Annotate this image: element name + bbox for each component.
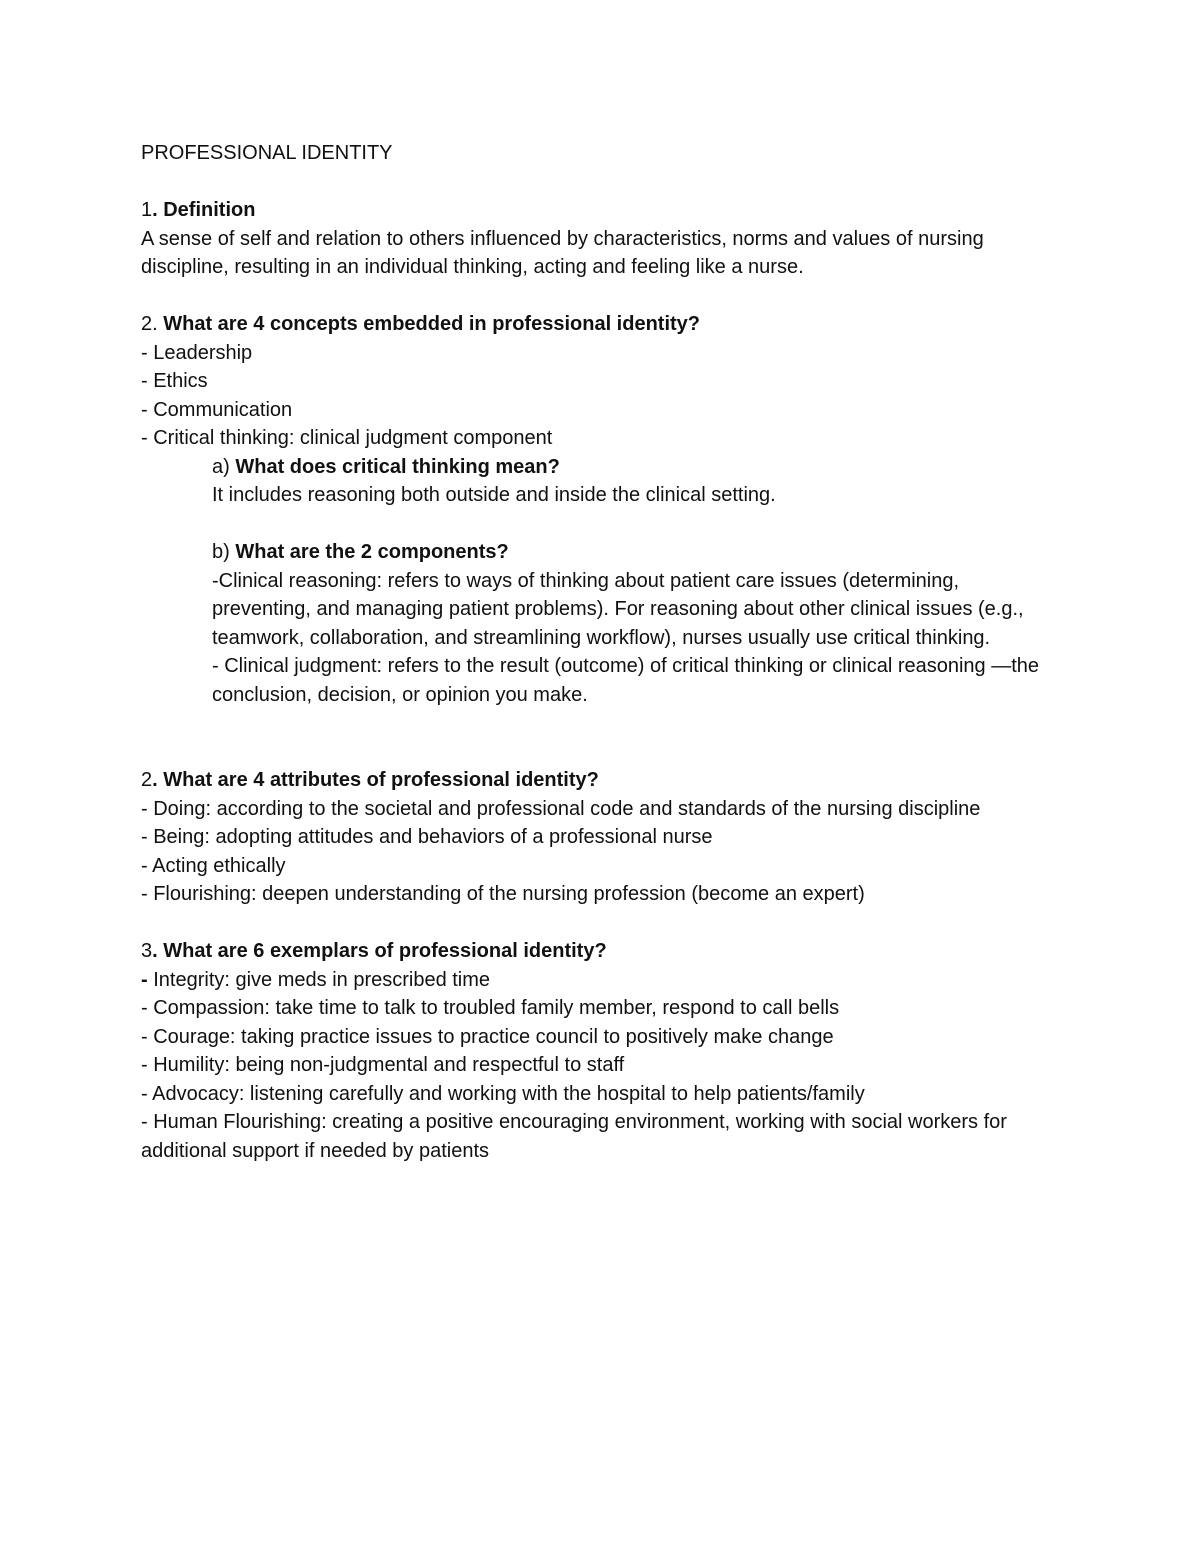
- sub-question-label: b): [212, 541, 230, 563]
- section-heading-text: What are 4 concepts embedded in professional identity?: [157, 313, 701, 335]
- sub-question-text: What are the 2 components?: [229, 541, 509, 563]
- list-item: - Advocacy: listening carefully and working with the hospital to help patients/family: [141, 1082, 865, 1105]
- section-heading-text: . What are 6 exemplars of professional identity?: [152, 940, 607, 962]
- document-body: [141, 139, 1071, 1165]
- sub-question-answer: -Clinical reasoning: refers to ways of thinking about patient care issues (determining, preventing, and managing patient problems). For reasoning about other clinical issues (e.g., teamwork, collaboration, and streamlining workflow), nurses usually use critical thinking.: [212, 569, 1024, 649]
- sub-question-text: What does critical thinking mean?: [229, 455, 560, 478]
- sub-question-heading: [212, 453, 1071, 482]
- list-item: - Flourishing: deepen understanding of the nursing profession (become an expert): [141, 883, 865, 905]
- section-attributes-heading: [141, 766, 1071, 795]
- section-concepts-heading: [141, 310, 1071, 339]
- list-item: - Human Flourishing: creating a positive encouraging environment, working with social workers for additional support if needed by patients: [141, 1111, 1007, 1162]
- list-item: - Acting ethically: [141, 854, 286, 877]
- section-heading-text: . What are 4 attributes of professional identity?: [152, 769, 599, 791]
- section-number: 2.: [141, 313, 158, 335]
- sub-question-answer: - Clinical judgment: refers to the result (outcome) of critical thinking or clinical reasoning —the conclusion, decision, or opinion you make.: [212, 655, 1040, 706]
- list-item-text: Integrity: give meds in prescribed time: [147, 968, 491, 991]
- section-definition-heading: [141, 196, 1071, 225]
- sub-question-a: [141, 453, 1071, 710]
- list-item: - Compassion: take time to talk to troubled family member, respond to call bells: [141, 997, 840, 1019]
- sub-question-heading: [212, 538, 1071, 567]
- list-item: [141, 966, 1071, 995]
- list-dash: -: [141, 968, 148, 991]
- section-heading-text: . Definition: [152, 199, 256, 221]
- sub-question-label: a): [212, 455, 230, 478]
- section-exemplars-heading: [141, 937, 1071, 966]
- list-item: - Courage: taking practice issues to practice council to positively make change: [141, 1025, 834, 1048]
- sub-question-answer: It includes reasoning both outside and inside the clinical setting.: [212, 484, 776, 506]
- list-item: - Humility: being non-judgmental and respectful to staff: [141, 1054, 625, 1076]
- list-item: - Ethics: [141, 370, 208, 392]
- section-number: 2: [141, 769, 153, 791]
- list-item: - Communication: [141, 398, 293, 421]
- list-item: - Being: adopting attitudes and behaviors of a professional nurse: [141, 826, 713, 848]
- list-item: - Critical thinking: clinical judgment component: [141, 427, 553, 449]
- list-item: - Doing: according to the societal and professional code and standards of the nursing discipline: [141, 797, 981, 820]
- section-number: 1: [141, 199, 153, 221]
- section-number: 3: [141, 940, 153, 962]
- definition-text: A sense of self and relation to others influenced by characteristics, norms and values of nursing discipline, resulting in an individual thinking, acting and feeling like a nurse.: [141, 227, 984, 278]
- page-title: PROFESSIONAL IDENTITY: [141, 142, 393, 164]
- list-item: - Leadership: [141, 341, 253, 364]
